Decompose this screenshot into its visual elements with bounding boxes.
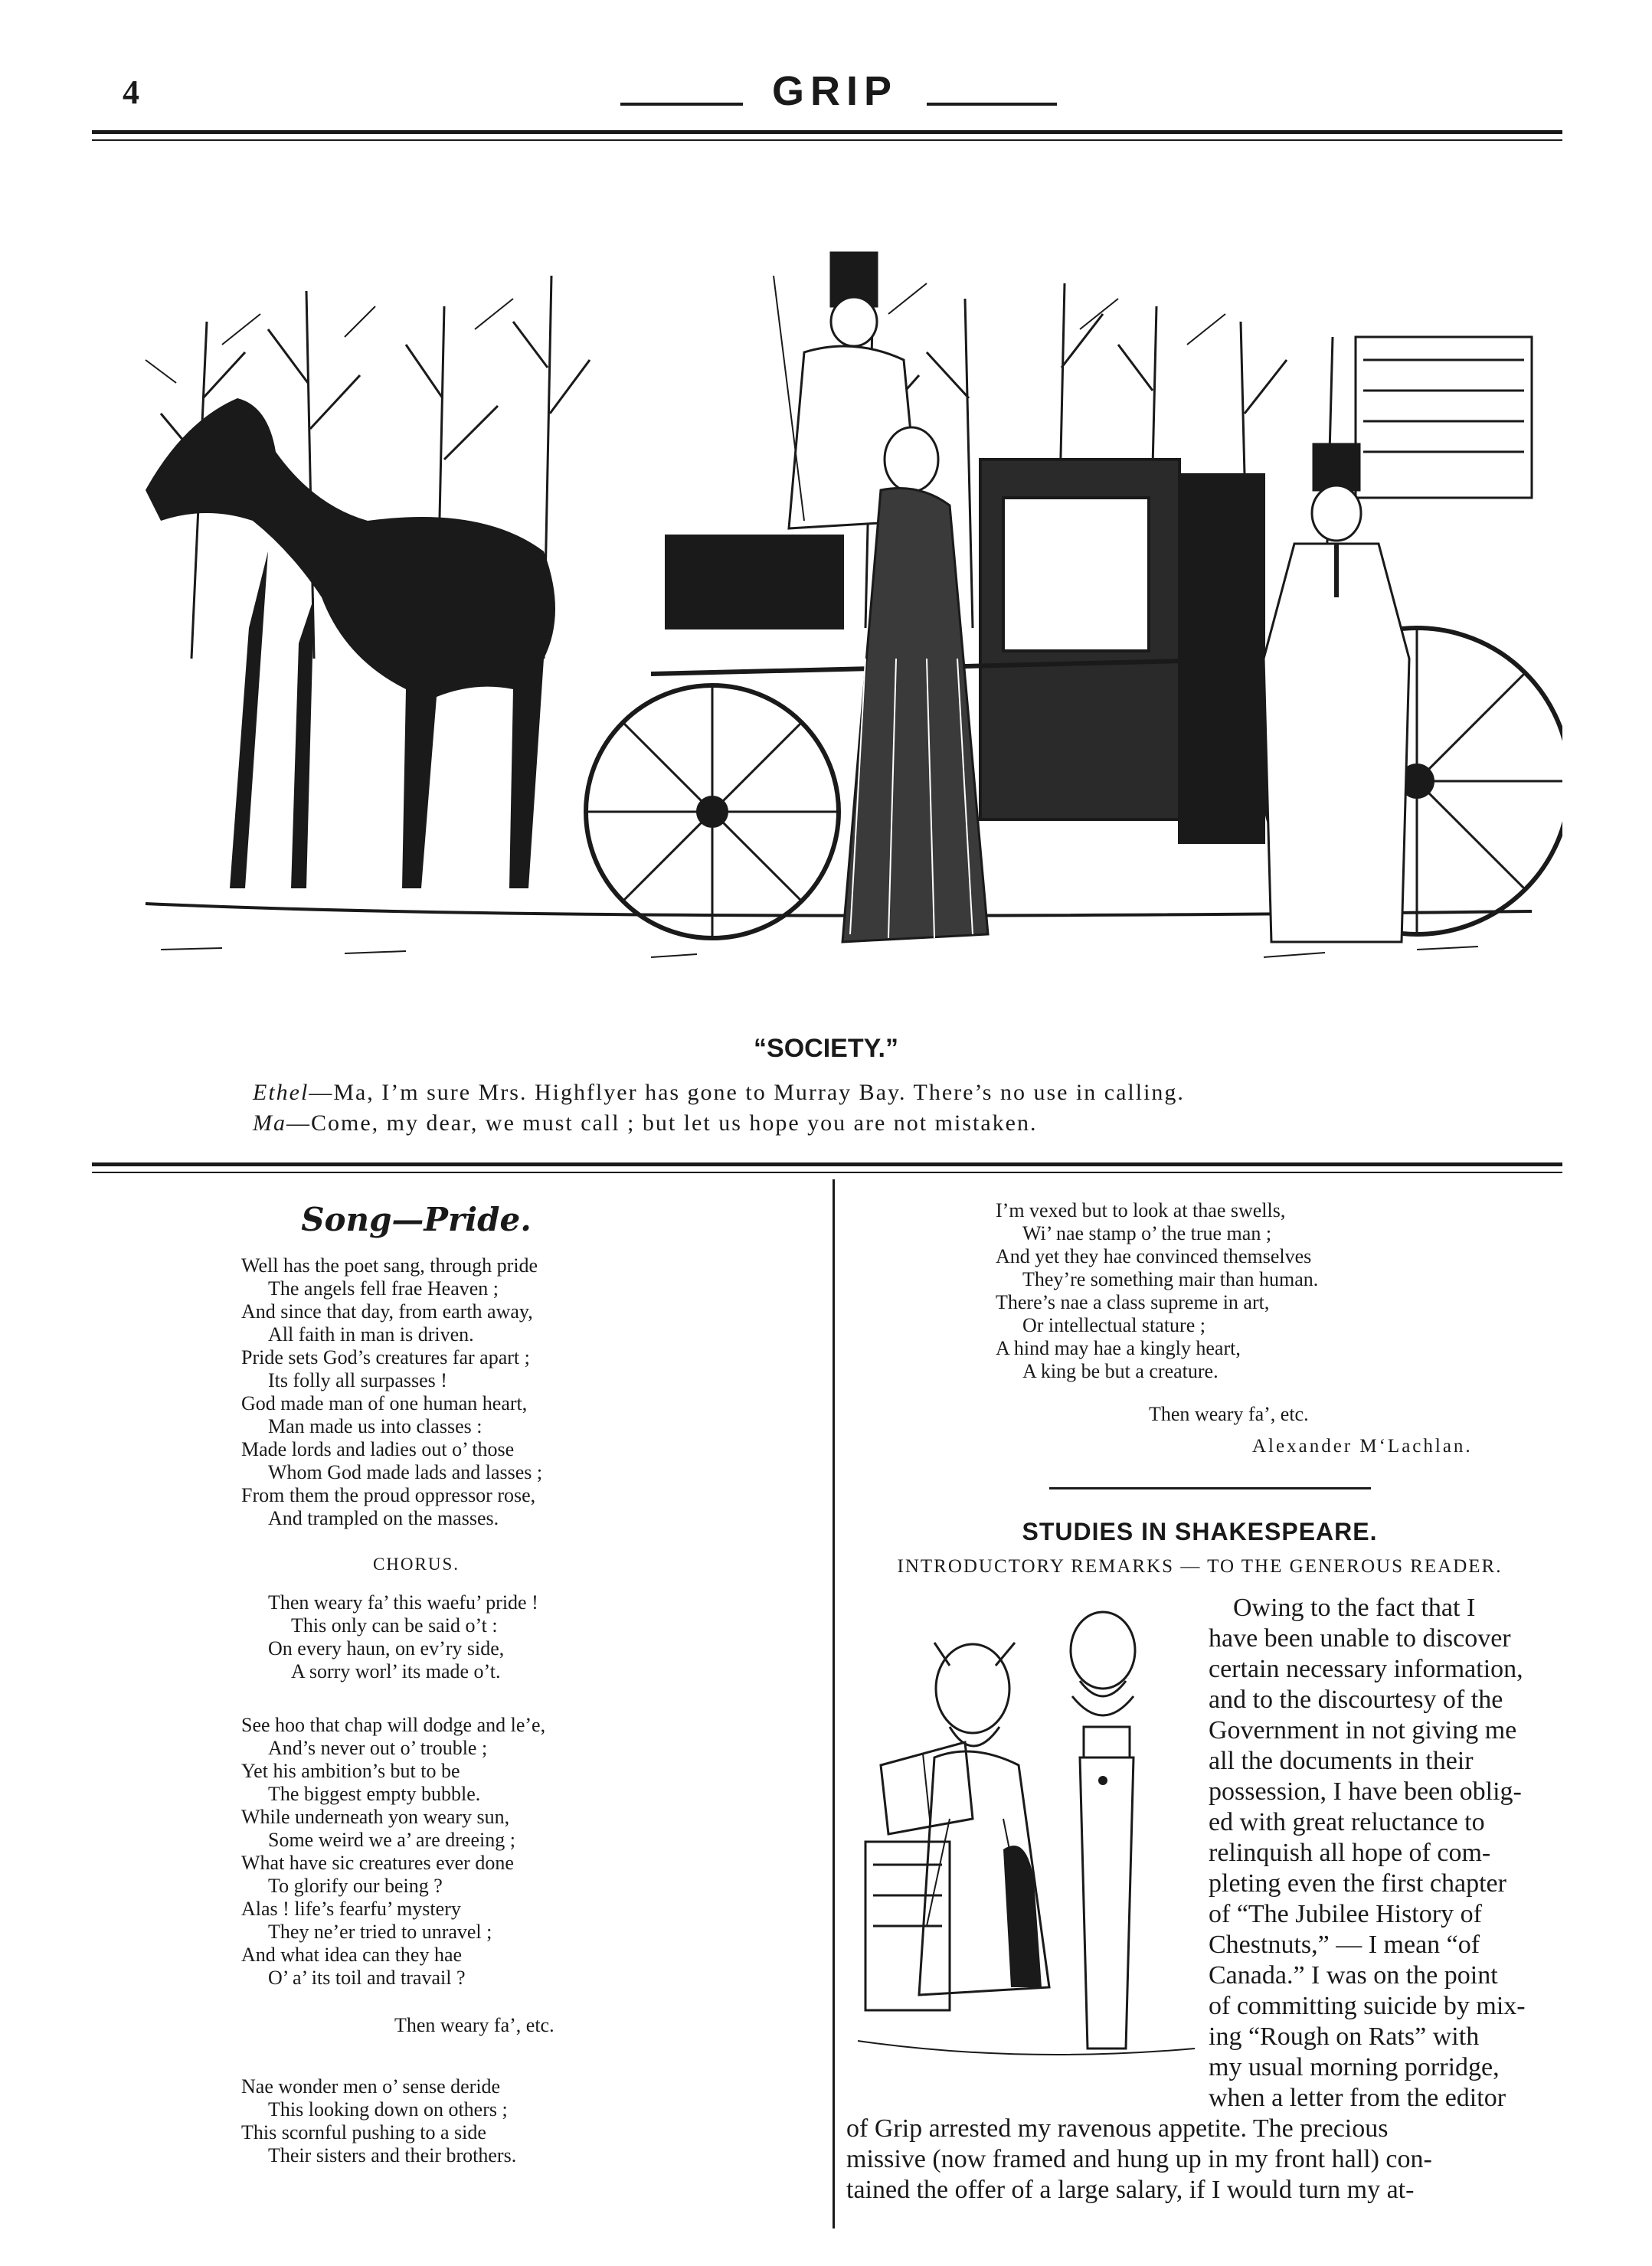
- poem-line: And since that day, from earth away,: [241, 1300, 533, 1323]
- poem-line: The angels fell frae Heaven ;: [268, 1277, 499, 1300]
- poem-author: Alexander M‘Lachlan.: [1252, 1436, 1473, 1457]
- poem-line: Made lords and ladies out o’ those: [241, 1438, 515, 1460]
- article-line: and to the discourtesy of the: [1209, 1686, 1503, 1714]
- poem-title: Song—Pride.: [301, 1201, 532, 1238]
- article-line: Government in not giving me: [1209, 1716, 1517, 1744]
- caption-speaker: Ethel: [253, 1080, 309, 1105]
- poem-line: Then weary fa’ this waefu’ pride !: [268, 1591, 538, 1614]
- article-line: of Grip arrested my ravenous appetite. The precious: [846, 2114, 1389, 2143]
- poem-line: Or intellectual stature ;: [1022, 1314, 1205, 1336]
- article-line: Chestnuts,” — I mean “of: [1209, 1931, 1480, 1959]
- poem-line: O’ a’ its toil and travail ?: [268, 1967, 466, 1989]
- poem-line: This scornful pushing to a side: [241, 2121, 486, 2143]
- chorus-label: CHORUS.: [372, 1555, 460, 1574]
- article-line: ed with great reluctance to: [1209, 1808, 1485, 1836]
- header-rule-bottom: [92, 139, 1562, 141]
- poem-refrain: Then weary fa’, etc.: [1149, 1403, 1309, 1425]
- masthead-ornament-right: [927, 103, 1057, 106]
- article-line: my usual morning porridge,: [1209, 2053, 1500, 2081]
- page-number: 4: [123, 74, 139, 111]
- poem-line: From them the proud oppressor rose,: [241, 1484, 536, 1506]
- poem-line: What have sic creatures ever done: [241, 1852, 514, 1874]
- poem-line: Nae wonder men o’ sense deride: [241, 2075, 501, 2098]
- article-line: of “The Jubilee History of: [1209, 1900, 1482, 1928]
- section-divider: [1049, 1487, 1371, 1489]
- poem-line: Whom God made lads and lasses ;: [268, 1461, 543, 1483]
- poem-line: A king be but a creature.: [1022, 1360, 1219, 1382]
- poem-line: And’s never out o’ trouble ;: [268, 1737, 488, 1759]
- caption-rule-bottom: [92, 1172, 1562, 1173]
- caption-speaker: Ma: [253, 1110, 286, 1136]
- caption-line-ethel: [253, 1080, 1185, 1106]
- poem-line: A sorry worl’ its made o’t.: [291, 1660, 501, 1682]
- article-line: possession, I have been oblig-: [1209, 1777, 1522, 1806]
- poem-line: This looking down on others ;: [268, 2098, 508, 2120]
- article-line: Owing to the fact that I: [1233, 1594, 1476, 1622]
- header-rule-top: [92, 130, 1562, 134]
- caption-text: —Ma, I’m sure Mrs. Highflyer has gone to Murray Bay. There’s no use in calling.: [309, 1080, 1185, 1105]
- poem-line: Wi’ nae stamp o’ the true man ;: [1022, 1222, 1272, 1244]
- illustration-title: “SOCIETY.”: [754, 1034, 898, 1063]
- article-line: all the documents in their: [1209, 1747, 1474, 1775]
- article-subtitle: INTRODUCTORY REMARKS — TO THE GENEROUS READER.: [897, 1556, 1503, 1577]
- poem-line: Yet his ambition’s but to be: [241, 1760, 460, 1782]
- caption-rule-top: [92, 1162, 1562, 1166]
- poem-line: And what idea can they hae: [241, 1944, 463, 1966]
- poem-line: Pride sets God’s creatures far apart ;: [241, 1346, 530, 1368]
- column-divider: [833, 1179, 835, 2228]
- article-title: STUDIES IN SHAKESPEARE.: [1022, 1518, 1378, 1545]
- poem-line: Alas ! life’s fearfu’ mystery: [241, 1898, 461, 1920]
- article-line: relinquish all hope of com-: [1209, 1839, 1491, 1867]
- article-line: ing “Rough on Rats” with: [1209, 2022, 1480, 2051]
- poem-line: On every haun, on ev’ry side,: [268, 1637, 505, 1659]
- poem-line: To glorify our being ?: [268, 1875, 443, 1897]
- poem-line: Their sisters and their brothers.: [268, 2144, 517, 2166]
- poem-line: Man made us into classes :: [268, 1415, 483, 1437]
- poem-line: God made man of one human heart,: [241, 1392, 528, 1414]
- poem-line: This only can be said o’t :: [291, 1614, 498, 1637]
- poem-line: While underneath yon weary sun,: [241, 1806, 510, 1828]
- poem-line: And trampled on the masses.: [268, 1507, 499, 1529]
- society-carriage-illustration: [115, 230, 1562, 1034]
- poem-line: The biggest empty bubble.: [268, 1783, 481, 1805]
- shakespeare-sketch-illustration: [850, 1589, 1202, 2079]
- article-line: have been unable to discover: [1209, 1624, 1511, 1653]
- poem-line: Well has the poet sang, through pride: [241, 1254, 538, 1277]
- caption-text: —Come, my dear, we must call ; but let us hope you are not mistaken.: [286, 1110, 1038, 1136]
- article-line: when a letter from the editor: [1209, 2084, 1506, 2112]
- article-line: Canada.” I was on the point: [1209, 1961, 1498, 1990]
- caption-line-ma: [253, 1110, 1037, 1136]
- poem-line: I’m vexed but to look at thae swells,: [996, 1199, 1286, 1221]
- article-line: tained the offer of a large salary, if I would turn my at-: [846, 2176, 1415, 2204]
- article-line: of committing suicide by mix-: [1209, 1992, 1526, 2020]
- article-line: pleting even the first chapter: [1209, 1869, 1506, 1898]
- article-line: missive (now framed and hung up in my front hall) con-: [846, 2145, 1432, 2173]
- article-line: certain necessary information,: [1209, 1655, 1523, 1683]
- poem-line: And yet they hae convinced themselves: [996, 1245, 1312, 1267]
- poem-line: See hoo that chap will dodge and le’e,: [241, 1714, 546, 1736]
- masthead: GRIP: [771, 68, 898, 114]
- poem-line: Its folly all surpasses !: [268, 1369, 447, 1391]
- poem-refrain: Then weary fa’, etc.: [394, 2014, 554, 2036]
- poem-line: They ne’er tried to unravel ;: [268, 1921, 492, 1943]
- poem-line: There’s nae a class supreme in art,: [996, 1291, 1270, 1313]
- poem-line: All faith in man is driven.: [268, 1323, 474, 1346]
- poem-line: Some weird we a’ are dreeing ;: [268, 1829, 515, 1851]
- poem-line: A hind may hae a kingly heart,: [996, 1337, 1241, 1359]
- poem-line: They’re something mair than human.: [1022, 1268, 1319, 1290]
